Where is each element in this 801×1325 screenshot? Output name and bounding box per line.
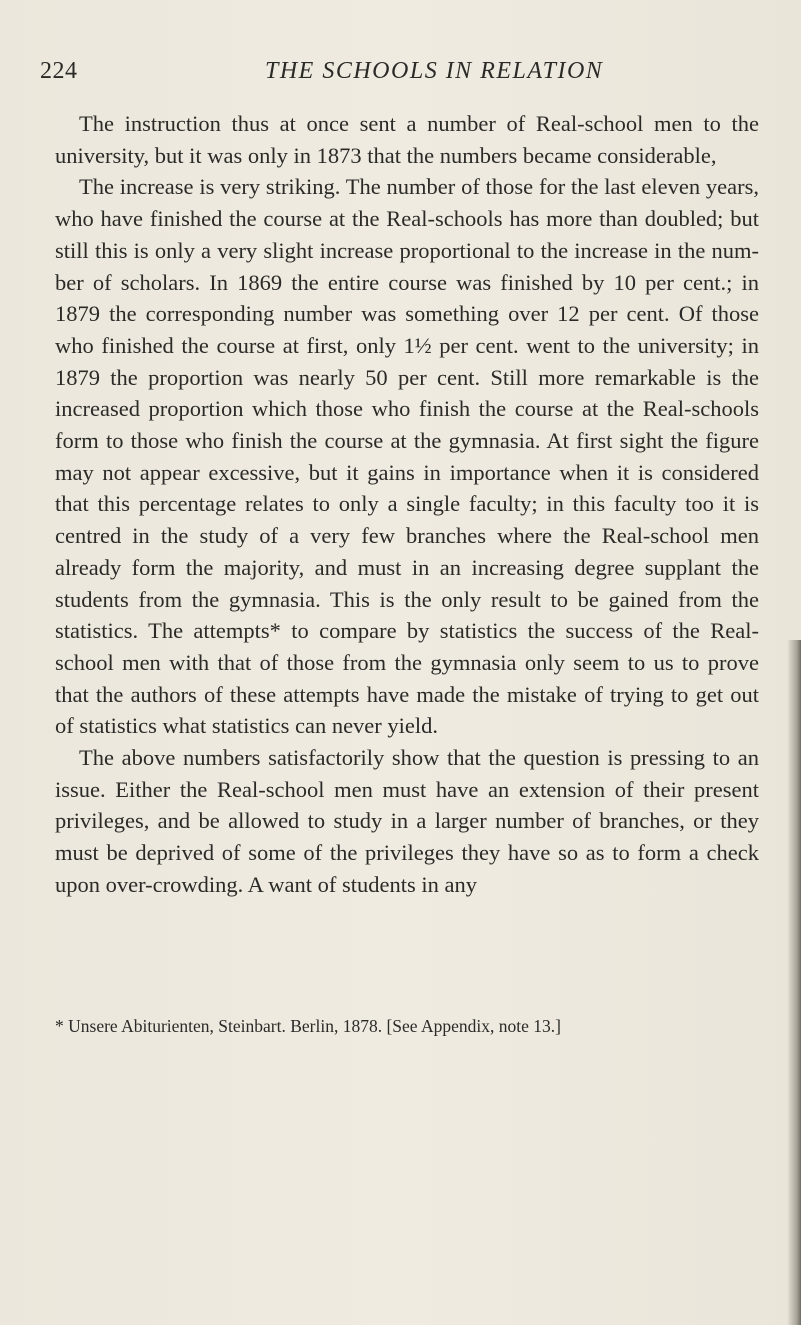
- body-text: [55, 108, 759, 901]
- paragraph-1: The instruction thus at once sent a number of Real-school men to the university, but it was only in 1873 that the numbers became considerable,: [55, 111, 759, 168]
- page-number: 224: [40, 58, 78, 84]
- page-edge-shadow: [787, 640, 801, 1325]
- footnote: * Unsere Abiturienten, Steinbart. Berlin, 1878. [See Appendix, note 13.]: [55, 1016, 561, 1036]
- paragraph-3: The above numbers satisfactorily show that the question is pressing to an issue. Either the Real-school men must have an extension of their present privileges, and be allowed to study in a larger number of branches, or they must be deprived of some of the privileges they have so as to form a check upon over-crowding. A want of students in any: [55, 745, 759, 897]
- page-header: [40, 58, 760, 92]
- running-title: THE SCHOOLS IN RELATION: [265, 58, 604, 84]
- paragraph-2: The increase is very striking. The number of those for the last eleven years, who have finished the course at the Real-schools has more than doubled; but still this is only a very slight increase proportional to the increase in the number of scholars. In 1869 the entire course was finished by 10 per cent.; in 1879 the corresponding number was something over 12 per cent. Of those who finished the course at first, only 1½ per cent. went to the university; in 1879 the proportion was nearly 50 per cent. Still more remarkable is the increased proportion which those who finish the course at the Real-schools form to those who finish the course at the gymnasia. At first sight the figure may not appear excessive, but it gains in importance when it is considered that this percentage relates to only a single faculty; in this faculty too it is centred in the study of a very few branches where the Real-school men already form the majority, and must in an increasing degree supplant the students from the gymnasia. This is the only result to be gained from the statistics. The attempts* to compare by statistics the success of the Real-school men with that of those from the gymnasia only seem to us to prove that the authors of these attempts have made the mistake of trying to get out of statistics what statistics can never yield.: [55, 174, 759, 739]
